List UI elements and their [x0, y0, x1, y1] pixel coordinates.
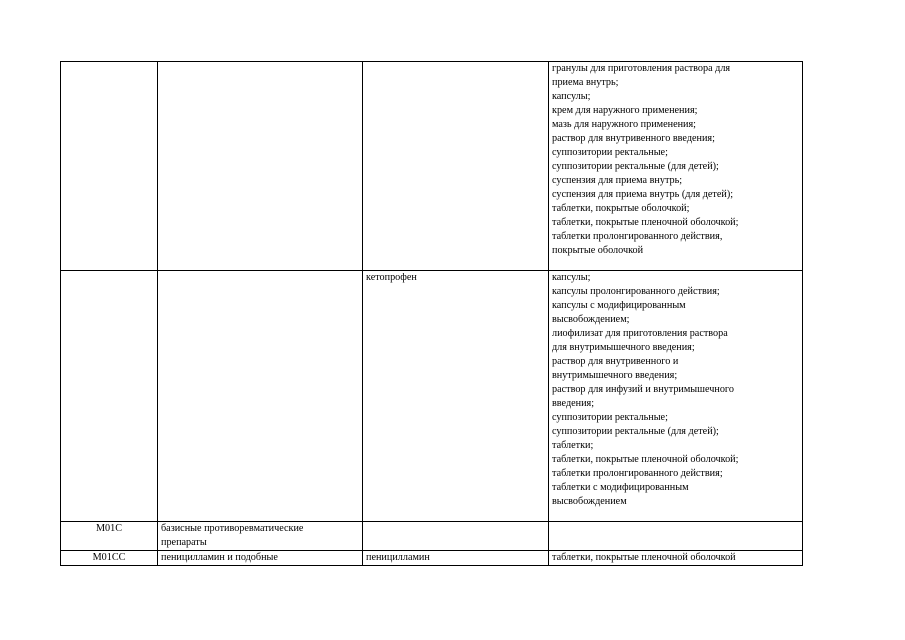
inn-cell [363, 522, 549, 551]
cell-text-line: крем для наружного применения; [552, 105, 698, 116]
atc-code-cell [61, 551, 158, 566]
cell-text-line: таблетки пролонгированного действия; [552, 468, 723, 479]
cell-text-line: мазь для наружного применения; [552, 119, 697, 130]
cell-text-line: суспензия для приема внутрь; [552, 175, 683, 186]
cell-text-line: таблетки пролонгированного действия, [552, 231, 723, 242]
cell-text-line: покрытые оболочкой [552, 245, 644, 256]
cell-text-line: введения; [552, 398, 595, 409]
cell-text-line: суспензия для приема внутрь (для детей); [552, 189, 734, 200]
cell-text-line: кетопрофен [366, 272, 417, 283]
table-row [61, 522, 803, 551]
atc-code-cell [61, 62, 158, 271]
cell-text-line: раствор для внутривенного и [552, 356, 679, 367]
cell-text-line: гранулы для приготовления раствора для [552, 63, 731, 74]
cell-text-line: капсулы с модифицированным [552, 300, 686, 311]
cell-text-line: суппозитории ректальные; [552, 412, 668, 423]
cell-text-line: внутримышечного введения; [552, 370, 678, 381]
cell-text-line: таблетки с модифицированным [552, 482, 689, 493]
cell-text-line: раствор для инфузий и внутримышечного [552, 384, 734, 395]
group-cell [158, 522, 363, 551]
cell-text-line: капсулы; [552, 91, 591, 102]
dosage-forms-cell [549, 62, 803, 271]
cell-text-line: M01C [95, 523, 123, 534]
cell-text-line: M01CC [92, 552, 126, 563]
cell-text-line: препараты [161, 537, 207, 548]
cell-text-line: таблетки, покрытые оболочкой; [552, 203, 690, 214]
cell-text-line: таблетки, покрытые пленочной оболочкой; [552, 217, 739, 228]
cell-text-line: высвобождением [552, 496, 627, 507]
cell-text-line: таблетки, покрытые пленочной оболочкой; [552, 454, 739, 465]
drug-table [60, 61, 803, 566]
inn-cell [363, 62, 549, 271]
inn-cell [363, 551, 549, 566]
cell-text-line: таблетки; [552, 440, 594, 451]
dosage-forms-cell [549, 271, 803, 522]
group-cell [158, 62, 363, 271]
dosage-forms-cell [549, 522, 803, 551]
cell-text-line: суппозитории ректальные (для детей); [552, 161, 719, 172]
cell-text-line: для внутримышечного введения; [552, 342, 695, 353]
cell-text-line: суппозитории ректальные; [552, 147, 668, 158]
cell-text-line: таблетки, покрытые пленочной оболочкой [552, 552, 736, 563]
atc-code-cell [61, 271, 158, 522]
cell-text-line: лиофилизат для приготовления раствора [552, 328, 728, 339]
group-cell [158, 271, 363, 522]
cell-text-line: высвобождением; [552, 314, 630, 325]
cell-text-line: базисные противоревматические [161, 523, 304, 534]
cell-text-line: пеницилламин [366, 552, 430, 563]
table-row [61, 271, 803, 522]
inn-cell [363, 271, 549, 522]
group-cell [158, 551, 363, 566]
atc-code-cell [61, 522, 158, 551]
dosage-forms-cell [549, 551, 803, 566]
cell-text-line: пеницилламин и подобные [161, 552, 278, 563]
cell-text-line: капсулы пролонгированного действия; [552, 286, 720, 297]
cell-text-line: суппозитории ректальные (для детей); [552, 426, 719, 437]
table-row [61, 62, 803, 271]
table-row [61, 551, 803, 566]
cell-text-line: раствор для внутривенного введения; [552, 133, 715, 144]
cell-text-line: капсулы; [552, 272, 591, 283]
cell-text-line: приема внутрь; [552, 77, 619, 88]
